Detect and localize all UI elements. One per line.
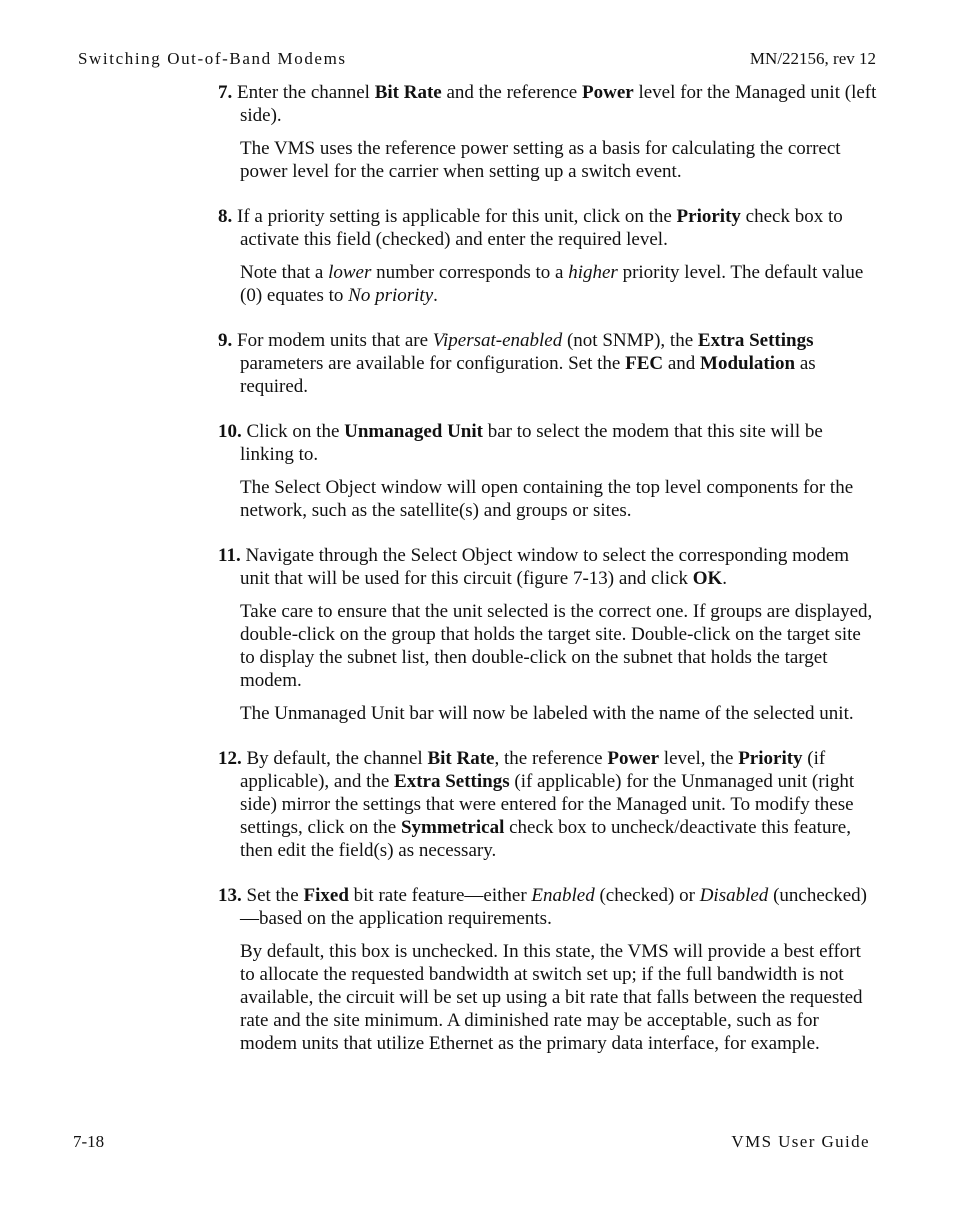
emphasis: Disabled (699, 885, 769, 906)
step-8-instruction (218, 205, 880, 251)
ui-term: Bit Rate (374, 82, 442, 103)
text: Click on the (246, 421, 345, 442)
text: If a priority setting is applicable for this unit, click on the (237, 206, 677, 227)
text: as required. (240, 353, 816, 397)
emphasis: higher (568, 262, 618, 283)
text: . (722, 568, 728, 589)
running-header-doc-id: MN/22156, rev 12 (749, 49, 876, 68)
step-12-instruction (218, 747, 880, 862)
step-13-note: By default, this box is unchecked. In this state, the VMS will provide a best effort to allocate the requested bandwidth at switch set up; if the full bandwidth is not available, the circuit will be set up using a bit rate that falls between the requested rate and the site minimum. A diminished rate may be acceptable, such as for modem units that utilize Ethernet as the primary data interface, for example. (240, 941, 863, 1054)
page-body (218, 81, 880, 1077)
text: bar to select the modem that this site will be linking to. (240, 421, 823, 465)
ui-term: Modulation (700, 353, 796, 374)
step-11-note-2: The Unmanaged Unit bar will now be labeled with the name of the selected unit. (240, 703, 854, 724)
step-9-instruction (218, 329, 880, 398)
step-7-instruction (218, 81, 880, 127)
step-number: 10. (218, 421, 242, 442)
step-7-note: The VMS uses the reference power setting as a basis for calculating the correct power level for the carrier when setting up a switch event. (240, 138, 841, 182)
step-number: 12. (218, 748, 242, 769)
text: bit rate feature—either (348, 885, 532, 906)
emphasis: Vipersat-enabled (432, 330, 563, 351)
step-8-note (240, 261, 880, 307)
ui-term: Priority (676, 206, 741, 227)
ui-term: OK (692, 568, 723, 589)
text: Enter the channel (237, 82, 375, 103)
text: parameters are available for configuration. Set the (240, 353, 626, 374)
text: . (433, 285, 438, 306)
step-number: 9. (218, 330, 233, 351)
step-12 (218, 747, 880, 862)
text: and the reference (441, 82, 582, 103)
ui-term: Power (607, 748, 660, 769)
text: level for the Managed unit (left side). (240, 82, 877, 126)
step-10 (218, 420, 880, 522)
ui-term: Bit Rate (427, 748, 495, 769)
text: (not SNMP), the (562, 330, 698, 351)
text: Navigate through the Select Object window to select the corresponding modem unit that will be used for this circuit (figure 7-13) and click (240, 545, 850, 589)
running-header-section: Switching Out-of-Band Modems (78, 49, 347, 68)
step-number: 7. (218, 82, 233, 103)
text: check box to uncheck/deactivate this feature, then edit the field(s) as necessary. (240, 817, 851, 861)
text: By default, the channel (246, 748, 428, 769)
running-footer-title: VMS User Guide (731, 1132, 870, 1151)
step-8 (218, 205, 880, 307)
text: (if applicable) for the Unmanaged unit (right side) mirror the settings that were entered for the Managed unit. To modify these settings, click on the (240, 771, 855, 838)
step-11-note-1: Take care to ensure that the unit selected is the correct one. If groups are displayed, double-click on the group that holds the target site. Double-click on the target site to display the subnet list, then double-click on the subnet that holds the target modem. (240, 601, 873, 691)
step-11-instruction (218, 544, 880, 590)
ui-term: Extra Settings (394, 771, 510, 792)
step-13-instruction (218, 884, 880, 930)
text: (if applicable), and the (240, 748, 826, 792)
ui-term: Symmetrical (400, 817, 505, 838)
step-13 (218, 884, 880, 1055)
text: Note that a (240, 262, 329, 283)
step-number: 11. (218, 545, 241, 566)
ui-term: Unmanaged Unit (344, 421, 483, 442)
step-10-note: The Select Object window will open containing the top level components for the network, such as the satellite(s) and groups or sites. (240, 477, 854, 521)
ui-term: Power (582, 82, 634, 103)
step-number: 8. (218, 206, 233, 227)
page-number: 7-18 (73, 1132, 105, 1151)
text: Set the (246, 885, 304, 906)
text: and (663, 353, 701, 374)
text: priority level. The default value (0) equates to (240, 262, 864, 306)
step-11 (218, 544, 880, 725)
text: check box to activate this field (checked) and enter the required level. (240, 206, 843, 250)
text: For modem units that are (237, 330, 433, 351)
ui-term: Priority (738, 748, 803, 769)
text: , the reference (494, 748, 608, 769)
ui-term: Extra Settings (697, 330, 814, 351)
text: (checked) or (594, 885, 700, 906)
step-9 (218, 329, 880, 398)
emphasis: Enabled (531, 885, 595, 906)
emphasis: No priority (348, 285, 434, 306)
text: number corresponds to a (371, 262, 569, 283)
emphasis: lower (328, 262, 372, 283)
ui-term: Fixed (303, 885, 349, 906)
step-10-instruction (218, 420, 880, 466)
ui-term: FEC (625, 353, 664, 374)
text: level, the (659, 748, 739, 769)
step-number: 13. (218, 885, 242, 906)
step-7 (218, 81, 880, 183)
text: (unchecked)—based on the application requirements. (240, 885, 867, 929)
